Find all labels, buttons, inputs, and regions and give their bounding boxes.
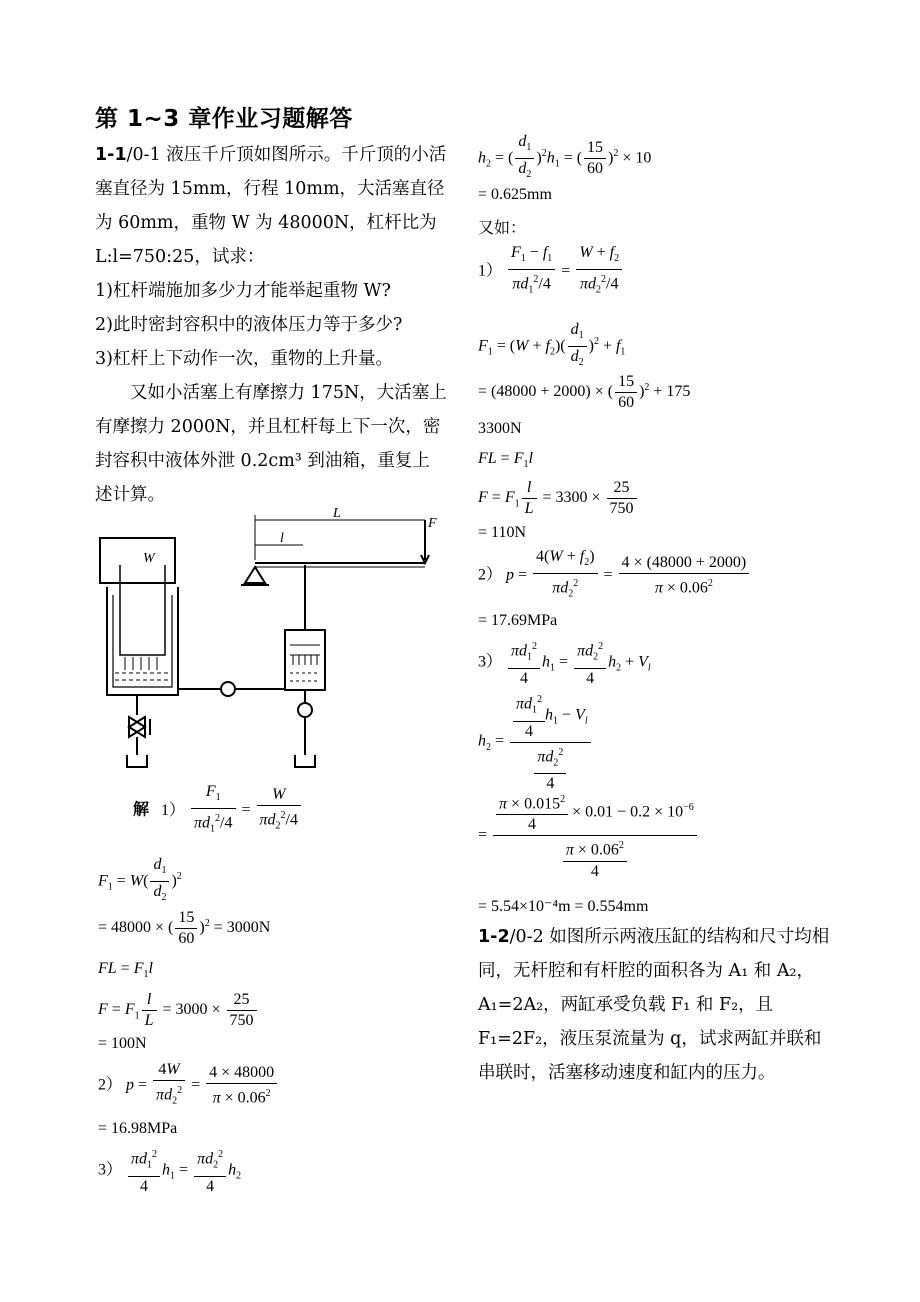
eq-right-12: 3） $\frac{\pi d_1^2}{4}$ $h_1$ = $\frac{\pi d_2^2}{4}$ $h_2 + V_l$ (478, 637, 651, 689)
eq-left-6: = 100N (98, 1035, 147, 1052)
label-F: F (428, 516, 437, 531)
problem-2-statement: 1-2/0-2 如图所示两液压缸的结构和尺寸均相同，无杆腔和有杆腔的面积各为 A₁ 和 A₂，A₁=2A₂，两缸承受负载 F₁ 和 F₂，且 F₁=2F₂，液压泵流量为 q，试求两缸并联和串联时，活塞移动速度和缸内的压力。 (478, 927, 830, 1083)
label-l: l (280, 531, 284, 546)
step-1-label: 1） (161, 801, 186, 819)
eq-right-11: = 17.69MPa (478, 612, 558, 629)
eq-right-5: = (48000 + 2000) × ( $\frac{15}{60}$ )$^2$ + 175 (478, 373, 691, 411)
problem-1-extra: 又如小活塞上有摩擦力 175N，大活塞上有摩擦力 2000N，并且杠杆每上下一次，密封容积中液体外泄 0.2cm³ 到油箱，重复上述计算。 (95, 383, 447, 505)
question-2: 2)此时密封容积中的液体压力等于多少? (95, 315, 403, 335)
eq-left-9: 3） $\frac{\pi d_1^2}{4}$ $h_1$ = $\frac{\pi d_2^2}{4}$ $h_2$ (98, 1145, 241, 1197)
eq-left-8: = 16.98MPa (98, 1120, 178, 1137)
question-3: 3)杠杆上下动作一次，重物的上升量。 (95, 349, 393, 369)
eq-left-7: 2） p = $\frac{4W}{\pi d_2^2}$ = $\frac{4 \times 48000}{\pi \times 0.06^2}$ (98, 1060, 279, 1112)
eq-right-6: 3300N (478, 420, 522, 437)
step-3-label: 3） (98, 1161, 123, 1179)
eq-right-15: = 5.54×10⁻⁴m = 0.554mm (478, 898, 649, 915)
eq-left-1: 解 1） $\frac{F_1}{\pi d_1^2/4}$ = $\frac{W}{\pi d_2^2/4}$ (133, 782, 303, 840)
hydraulic-jack-figure (95, 505, 440, 775)
problem-1-block (95, 138, 447, 512)
problem-2-block (478, 920, 830, 1090)
eq-right-2: = 0.625mm (478, 186, 552, 203)
page-title: 第 1~3 章作业习题解答 (95, 106, 353, 132)
eq-right-1: $h_2$ = ( $\frac{d_1}{d_2}$ )$^2h_1$ = ( $\frac{15}{60}$ )$^2$ × 10 (478, 133, 652, 181)
youru-label: 又如： (478, 218, 527, 237)
eq-right-14: = $\frac{\pi \times 0.015^2}{4}$ × $0.01 - 0.2 \times 10^{-6}$ $\frac{\pi \times 0.06^2}{4}$ (478, 790, 699, 882)
problem-1-statement: 1-1/0-1 液压千斤顶如图所示。千斤顶的小活塞直径为 15mm，行程 10mm，大活塞直径为 60mm，重物 W 为 48000N，杠杆比为 L:l=750:25，试求： (95, 145, 447, 267)
load-block (100, 538, 175, 583)
jie-label: 解 (133, 799, 150, 819)
question-1: 1)杠杆端施加多少力才能举起重物 W? (95, 281, 391, 301)
eq-left-3: = 48000 × ( $\frac{15}{60}$ )$^2$ = 3000N (98, 909, 271, 947)
label-W: W (143, 551, 155, 566)
eq-right-10: 2） p = $\frac{4(W + f_2)}{\pi d_2^2}$ = $\frac{4 \times (48000 + 2000)}{\pi \times 0.06^2}$ (478, 547, 751, 605)
eq-right-8: $F = F_1$ $\frac{l}{L}$ = 3300 × $\frac{25}{750}$ (478, 478, 639, 519)
eq-right-4: $F_1 = (W + f_2)$( $\frac{d_1}{d_2}$ )$^2 + f_1$ (478, 321, 626, 369)
eq-left-5: $F = F_1$ $\frac{l}{L}$ = 3000 × $\frac{25}{750}$ (98, 990, 259, 1031)
problem-2-number: 1-2 (478, 927, 510, 947)
label-L: L (333, 506, 341, 521)
eq-right-7: FL = $F_1l$ (478, 450, 533, 471)
eq-left-2: $F_1 = W$( $\frac{d_1}{d_2}$ )$^2$ (98, 856, 182, 904)
eq-right-9: = 110N (478, 524, 526, 541)
eq-right-13: $h_2$ = $\frac{\pi d_1^2}{4}$ $h_1 - V_l$ $\frac{\pi d_2^2}{4}$ (478, 690, 593, 794)
step-2-label: 2） (98, 1076, 123, 1094)
problem-1-number: 1-1 (95, 145, 127, 165)
eq-right-3: 1） $\frac{F_1 - f_1}{\pi d_1^2/4}$ = $\frac{W + f_2}{\pi d_2^2/4}$ (478, 243, 624, 301)
eq-left-4: FL = $F_1l$ (98, 960, 153, 981)
